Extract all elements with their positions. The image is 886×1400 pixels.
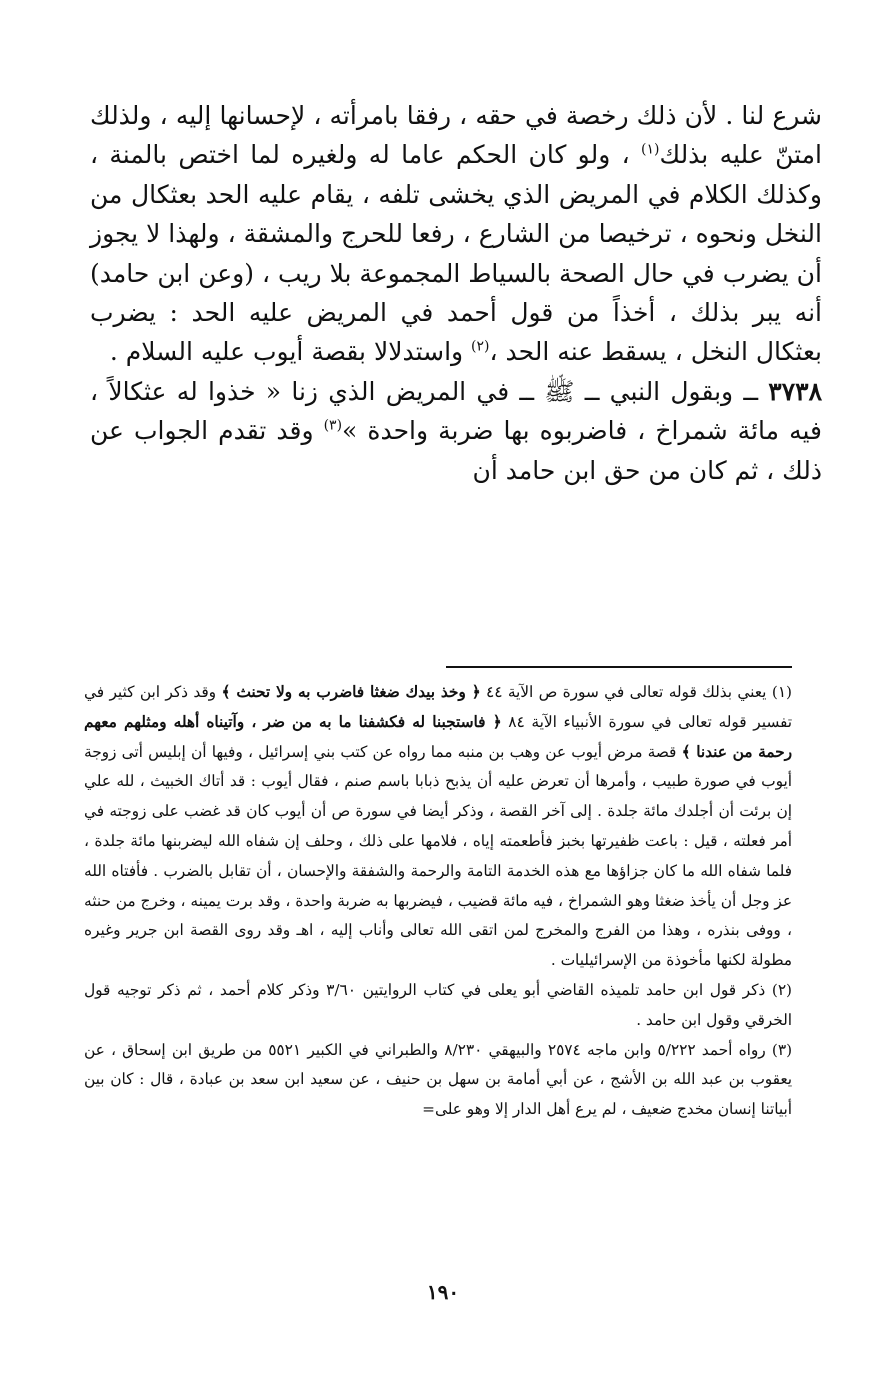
footnote-ref-3: (٣) <box>323 417 343 434</box>
main-text <box>90 96 822 490</box>
quran-quote: ﴿ فاستجبنا له فكشفنا ما به من ضر ، وآتيناه أهله ومثلهم معهم رحمة من عندنا ﴾ <box>84 712 792 761</box>
text-segment: وقد تقدم الجواب عن ذلك ، ثم كان من حق ابن حامد أن <box>90 416 822 485</box>
paragraph-continuation <box>90 96 822 372</box>
footnote-ref-1: (١) <box>641 142 660 159</box>
page-number: ١٩٠ <box>426 1280 460 1304</box>
footnote-3: (٣) رواه أحمد ٥/٢٢٢ وابن ماجه ٢٥٧٤ والبيهقي ٨/٢٣٠ والطبراني في الكبير ٥٥٢١ من طريق ابن إسحاق ، عن يعقوب بن عبد الله بن الأشج ، عن أبي أمامة بن سهل بن حنيف ، عن سعيد ابن سعد بن عبادة ، قال : كان بين أبياتنا إنسان مخدج ضعيف ، لم يرع أهل الدار إلا وهو على= <box>84 1040 793 1119</box>
text-segment: ــ وبقول النبي ــ ﷺ ــ في المريض الذي زنا « خذوا له عثكالاً ، فيه مائة شمراخ ، فاضربوه بها ضربة واحدة » <box>90 376 822 446</box>
footnote-text: قصة مرض أيوب عن وهب بن منبه مما رواه عن كتب بني إسرائيل ، وفيها أن إبليس أتى زوجة أيوب في صورة طبيب ، وأمرها أن تعرض عليه أن يذبح ذبابا باسم صنم ، فقال أيوب : قد أتاك الخبيث ، لله علي إن برئت أن أجلدك مائة جلدة . إلى آخر القصة ، وذكر أيضا في سورة ص أن أيوب كان قد غضب على زوجته في أمر فعلته ، قيل : باعت ظفيرتها بخبز فأطعمته إياه ، فلامها على ذلك ، وحلف إن شفاه الله ليضربنها مائة جلدة ، فلما شفاه الله ما كان جزاؤها مع هذه الخدمة التامة والرحمة والشفقة والإحسان ، أن تقابل بالضرب . فأفتاه الله عز وجل أن يأخذ ضغثا وهو الشمراخ ، فيه مائة قضيب ، فيضربها به ضربة واحدة ، وقد برت يمينه ، وخرج من حنثه ، ووفى بنذره ، وهذا من الفرج والمخرج لمن اتقى الله تعالى وأناب إليه ، اهـ وقد روى القصة ابن جرير وغيره مطولة لكنها مأخوذة من الإسرائيليات . <box>84 742 792 970</box>
text-segment: شرع لنا . لأن ذلك رخصة في حقه ، رفقا بامرأته ، لإحسانها إليه ، ولذلك امتنّ عليه بذلك <box>90 101 822 170</box>
footnote-1 <box>84 678 792 976</box>
paragraph-3738 <box>90 372 822 490</box>
text-segment: ، ولو كان الحكم عاما له ولغيره لما اختص بالمنة ، وكذلك الكلام في المريض الذي يخشى تلفه ، يقام عليه الحد بعثكال من النخل ونحوه ، ترخيصا من الشارع ، رفعا للحرج والمشقة ، ولهذا لا يجوز أن يضرب في حال الصحة بالسياط المجموعة بلا ريب ، (وعن ابن حامد) أنه يبر بذلك ، أخذاً من قول أحمد في المريض عليه الحد : يضرب بعثكال النخل ، يسقط عنه الحد ، <box>90 140 822 367</box>
footnotes <box>84 678 792 1125</box>
footnote-ref-2: (٢) <box>471 339 490 356</box>
footnote-2: (٢) ذكر قول ابن حامد تلميذه القاضي أبو يعلى في كتاب الروايتين ٣/٦٠ وذكر كلام أحمد ، ثم ذكر توجيه قول الخرقي وقول ابن حامد . <box>84 980 792 1029</box>
paragraph-number: ٣٧٣٨ <box>768 376 822 406</box>
quran-quote: ﴿ وخذ بيدك ضغثا فاضرب به ولا تحنث ﴾ <box>221 683 481 701</box>
footnote-separator <box>446 666 792 668</box>
text-segment: واستدلالا بقصة أيوب عليه السلام . <box>109 337 472 367</box>
footnote-text: وقد ذكر ابن كثير في تفسير قوله تعالى في سورة الأنبياء الآية ٨٤ <box>84 683 792 731</box>
footnote-text: (١) يعني بذلك قوله تعالى في سورة ص الآية ٤٤ <box>480 683 792 701</box>
